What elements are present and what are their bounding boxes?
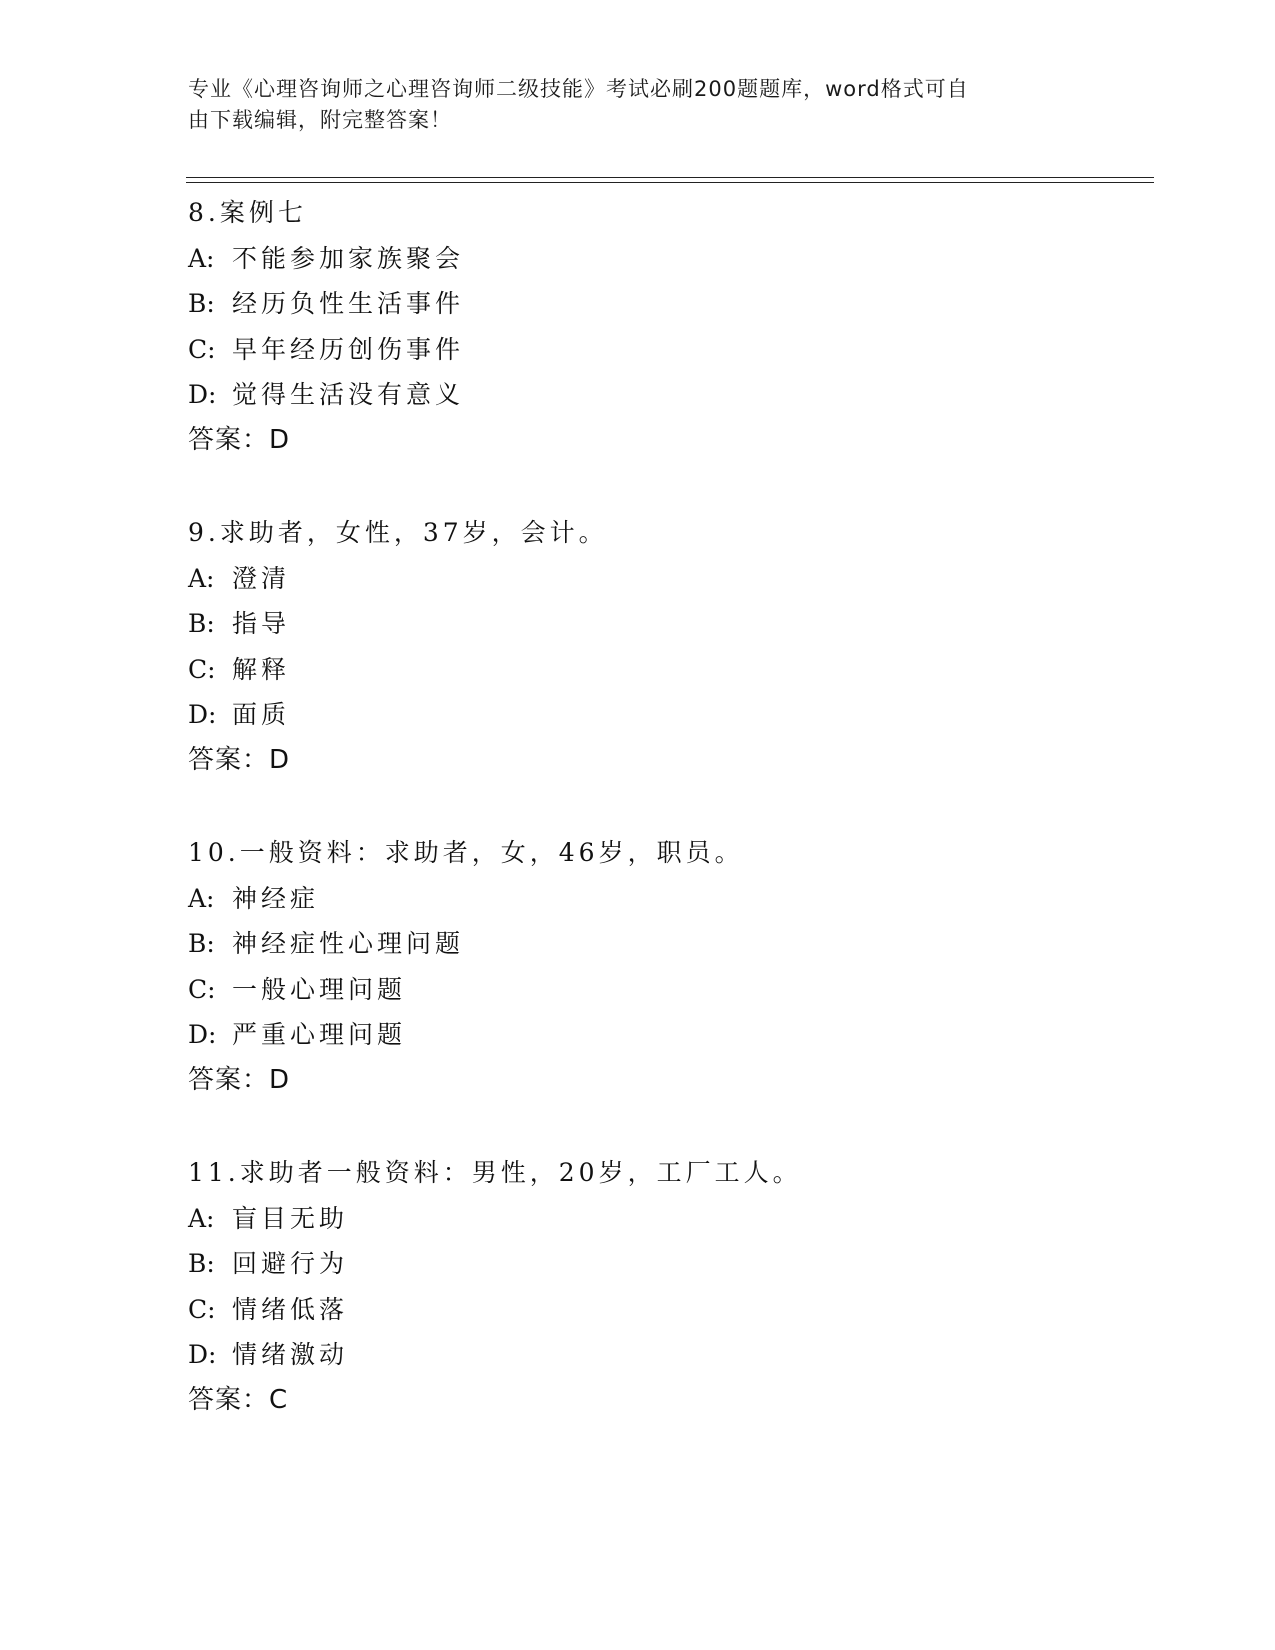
option-text: 澄清	[232, 563, 291, 593]
option-d	[188, 372, 1148, 418]
option-text: 情绪激动	[232, 1340, 349, 1369]
question-11	[188, 1150, 1148, 1423]
option-text: 指导	[232, 609, 291, 638]
question-stem: 11.求助者一般资料：男性，20岁，工厂工人。	[188, 1158, 802, 1187]
option-c	[188, 967, 1148, 1013]
option-letter: A:	[188, 243, 215, 273]
option-text: 一般心理问题	[232, 974, 407, 1004]
question-10	[188, 830, 1148, 1103]
option-a	[188, 876, 1148, 922]
header-divider-top	[186, 177, 1154, 178]
option-a	[188, 236, 1148, 282]
question-list	[188, 190, 1148, 1470]
question-stem: 10.一般资料：求助者，女，46岁，职员。	[188, 838, 744, 867]
answer-line: 答案：D	[188, 424, 291, 455]
answer-line: 答案：D	[188, 744, 291, 775]
option-letter: A:	[188, 883, 215, 913]
option-letter: D:	[188, 1020, 217, 1049]
option-text: 不能参加家族聚会	[232, 243, 465, 273]
option-c	[188, 1287, 1148, 1333]
option-b	[188, 921, 1148, 967]
option-b	[188, 1241, 1148, 1287]
option-a	[188, 556, 1148, 602]
question-stem: 9.求助者，女性，37岁，会计。	[188, 518, 608, 547]
option-letter: C:	[188, 974, 216, 1004]
option-c	[188, 327, 1148, 373]
option-text: 神经症性心理问题	[232, 929, 465, 958]
option-text: 情绪低落	[232, 1294, 349, 1324]
question-stem: 8.案例七	[188, 198, 307, 227]
answer-line: 答案：C	[188, 1384, 289, 1415]
option-text: 神经症	[232, 883, 320, 913]
option-letter: B:	[188, 1249, 215, 1278]
option-text: 解释	[232, 654, 291, 684]
question-9	[188, 510, 1148, 783]
option-letter: D:	[188, 1340, 217, 1369]
option-text: 早年经历创伤事件	[232, 334, 465, 364]
option-a	[188, 1196, 1148, 1242]
option-d	[188, 1332, 1148, 1378]
option-letter: A:	[188, 563, 215, 593]
option-letter: B:	[188, 929, 215, 958]
header-line-1: 专业《心理咨询师之心理咨询师二级技能》考试必刷200题题库，word格式可自	[188, 77, 969, 101]
option-text: 经历负性生活事件	[232, 289, 465, 318]
option-letter: C:	[188, 1294, 216, 1324]
document-header	[188, 74, 1068, 136]
option-text: 觉得生活没有意义	[232, 380, 465, 409]
option-letter: B:	[188, 609, 215, 638]
option-d	[188, 1012, 1148, 1058]
option-letter: C:	[188, 334, 216, 364]
option-letter: A:	[188, 1203, 215, 1233]
header-divider-bottom	[186, 182, 1154, 183]
header-line-2: 由下载编辑，附完整答案！	[188, 108, 452, 132]
option-b	[188, 281, 1148, 327]
option-text: 面质	[232, 700, 291, 729]
option-text: 严重心理问题	[232, 1020, 407, 1049]
option-b	[188, 601, 1148, 647]
option-letter: D:	[188, 380, 217, 409]
option-text: 盲目无助	[232, 1203, 349, 1233]
option-d	[188, 692, 1148, 738]
option-c	[188, 647, 1148, 693]
option-text: 回避行为	[232, 1249, 349, 1278]
answer-line: 答案：D	[188, 1064, 291, 1095]
option-letter: C:	[188, 654, 216, 684]
option-letter: D:	[188, 700, 217, 729]
question-8	[188, 190, 1148, 463]
option-letter: B:	[188, 289, 215, 318]
